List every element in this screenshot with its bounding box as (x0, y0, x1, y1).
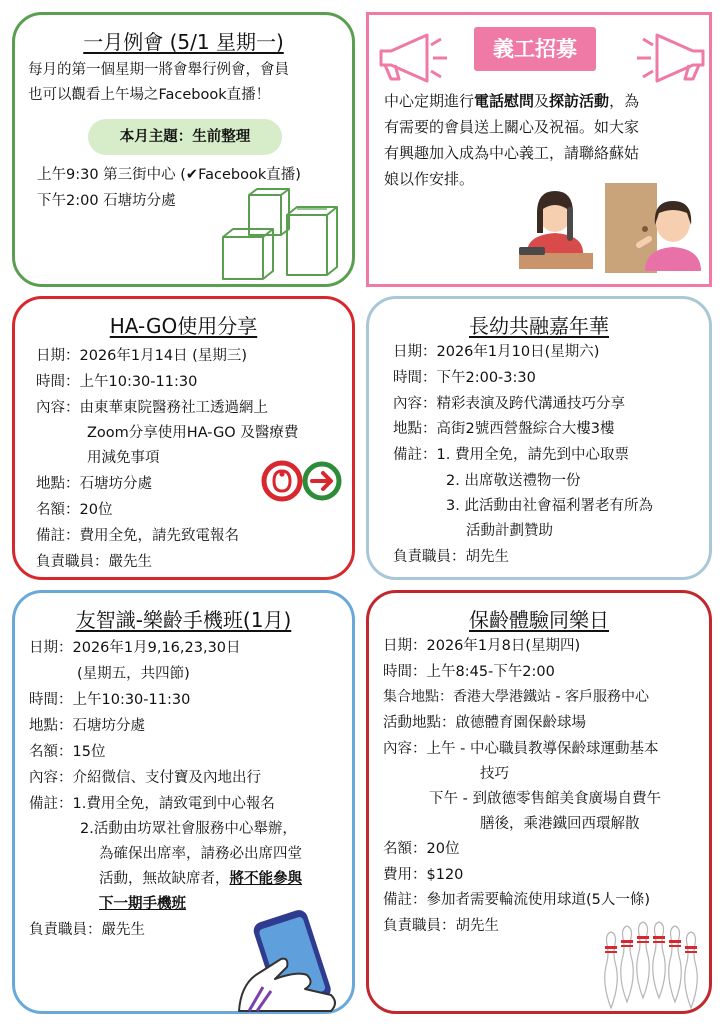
visit-illustration (605, 183, 707, 273)
carnival-title: 長幼共融嘉年華 (469, 314, 609, 338)
smartphone-hand-illustration (235, 913, 345, 1011)
volunteer-card (366, 12, 712, 287)
phone-remark-2: 2.活動由坊眾社會服務中心舉辦， (80, 821, 297, 837)
phone-staff: 負責職員：嚴先生 (29, 922, 145, 938)
volunteer-p3: 有興趣加入成為中心義工，請聯絡蘇姑 (384, 144, 640, 162)
bowling-content-1: 內容：上午 - 中心職員教導保齡球運動基本 (383, 741, 659, 757)
meeting-card (12, 12, 355, 287)
carnival-card (366, 296, 712, 580)
bowling-meet: 集合地點：香港大學港鐵站 - 客戶服務中心 (383, 689, 649, 705)
volunteer-banner-text: 義工招募 (493, 37, 577, 61)
bowling-content-3: 下午 - 到啟德零售館美食廣場自費午 (429, 791, 661, 807)
bowling-quota: 名額：20位 (383, 841, 460, 857)
meeting-pm: 下午2:00 石塘坊分處 (37, 193, 176, 209)
megaphone-right-icon (627, 21, 711, 87)
phone-title: 友智識-樂齡手機班(1月) (75, 608, 292, 632)
bowling-fee: 費用：$120 (383, 867, 464, 883)
meeting-theme: 本月主題：生前整理 (119, 129, 251, 145)
hago-content-3: 用減免事項 (87, 450, 160, 466)
hago-card (12, 296, 355, 580)
phone-class-card (12, 590, 355, 1014)
hago-date: 日期：2026年1月14日 (星期三) (36, 348, 247, 364)
hago-quota: 名額：20位 (36, 502, 113, 518)
bowling-venue: 活動地點：啟德體育園保齡球場 (383, 715, 586, 731)
meeting-desc-2: 也可以觀看上午場之Facebook直播！ (28, 87, 271, 103)
carnival-remark-2: 2. 出席敬送禮物一份 (446, 473, 581, 489)
hago-venue: 地點：石塘坊分處 (36, 476, 152, 492)
phone-remark-1: 備註：1.費用全免，請致電到中心報名 (29, 796, 275, 812)
carnival-time: 時間：下午2:00-3:30 (393, 370, 536, 386)
meeting-title: 一月例會 (5/1 星期一) (83, 30, 284, 54)
bowling-pins-illustration (601, 918, 705, 1008)
bowling-title: 保齡體驗同樂日 (469, 608, 609, 632)
bowling-date: 日期：2026年1月8日(星期四) (383, 638, 581, 654)
phone-time: 時間：上午10:30-11:30 (29, 692, 191, 708)
megaphone-left-icon (373, 21, 457, 87)
volunteer-p1: 中心定期進行電話慰問及探訪活動，為 (384, 92, 640, 110)
bowling-staff: 負責職員：胡先生 (383, 918, 499, 934)
phone-content: 內容：介紹微信、支付寶及內地出行 (29, 770, 261, 786)
phone-remark-3: 為確保出席率，請務必出席四堂 (99, 846, 302, 862)
hago-content-2: Zoom分享使用HA-GO 及醫療費 (87, 425, 299, 441)
carnival-remark-1: 備註：1. 費用全免，請先到中心取票 (393, 447, 629, 463)
hago-content-1: 內容：由東華東院醫務社工透過網上 (36, 400, 268, 416)
carnival-remark-4: 活動計劃贊助 (466, 523, 553, 539)
bowling-remark: 備註：參加者需要輪流使用球道(5人一條) (383, 892, 651, 908)
hago-time: 時間：上午10:30-11:30 (36, 374, 198, 390)
phone-remark-5: 下一期手機班 (99, 896, 186, 912)
volunteer-p2: 有需要的會員送上關心及祝福。如大家 (384, 118, 640, 136)
meeting-desc-1: 每月的第一個星期一將會舉行例會，會員 (28, 62, 289, 78)
hago-title: HA-GO使用分享 (109, 314, 258, 338)
phone-quota: 名額：15位 (29, 744, 106, 760)
bowling-card (366, 590, 712, 1014)
boxes-illustration (215, 185, 350, 280)
carnival-content: 內容：精彩表演及跨代溝通技巧分享 (393, 396, 625, 412)
hago-staff: 負責職員：嚴先生 (36, 554, 152, 570)
carnival-venue: 地點：高街2號西營盤綜合大樓3樓 (393, 421, 615, 437)
phone-date-1: 日期：2026年1月9,16,23,30日 (29, 640, 241, 656)
carnival-remark-3: 3. 此活動由社會福利署老有所為 (446, 498, 653, 514)
carnival-date: 日期：2026年1月10日(星期六) (393, 344, 600, 360)
bowling-content-4: 膳後，乘港鐵回西環解散 (480, 816, 640, 832)
hago-remark: 備註：費用全免，請先致電報名 (36, 528, 239, 544)
phone-remark-4: 活動，無故缺席者，將不能參與 (99, 871, 302, 887)
carnival-staff: 負責職員：胡先生 (393, 549, 509, 565)
bowling-content-2: 技巧 (480, 766, 509, 782)
phone-call-illustration (517, 183, 595, 271)
ha-go-logo-icon (260, 459, 344, 503)
bowling-time: 時間：上午8:45-下午2:00 (383, 664, 555, 680)
phone-venue: 地點：石塘坊分處 (29, 718, 145, 734)
meeting-am: 上午9:30 第三街中心 (✔Facebook直播) (37, 167, 301, 183)
phone-date-2: (星期五，共四節) (77, 666, 190, 682)
volunteer-p4: 娘以作安排。 (384, 170, 475, 188)
